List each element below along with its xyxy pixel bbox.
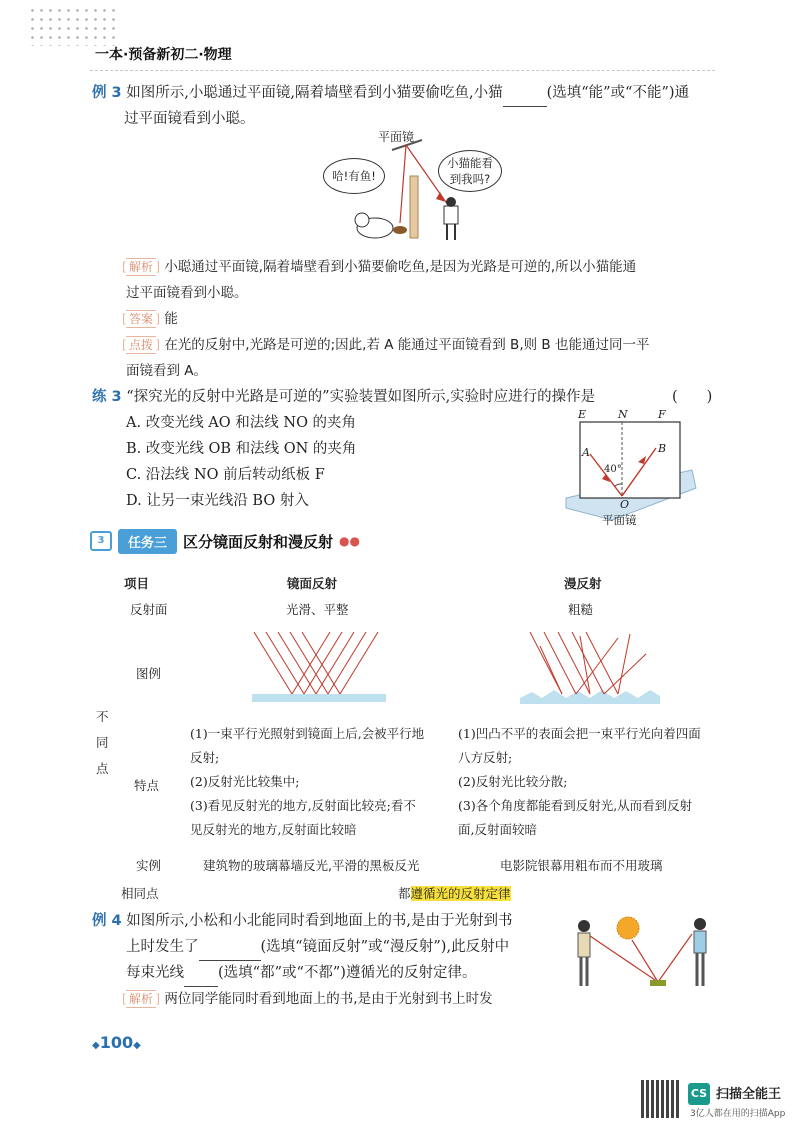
example-4-label: 例 4 — [92, 913, 122, 929]
mirror-surface: 光滑、平整 — [286, 602, 349, 617]
practice-3-figure: E N F A B O 40° 平面镜 — [560, 408, 700, 526]
example-4-line3: 每束光线 (选填“都”或“不都”)遵循光的反射定律。 — [126, 960, 566, 987]
scanner-name: 扫描全能王 — [716, 1087, 782, 1102]
same-point: 都遵循光的反射定律 — [398, 886, 511, 901]
mirror-features: (1)一束平行光照射到镜面上后,会被平行地 反射; (2)反射光比较集中; (3)看见反射光的地方,反射面比较亮;看不 见反射光的地方,反射面比较暗 — [190, 726, 425, 837]
example-3-figure — [320, 128, 520, 248]
example-4-analysis: [ 解析 ] 两位同学能同时看到地面上的书,是由于光射到书上时发 — [126, 986, 566, 1012]
running-header: 一本·预备新初二·物理 — [95, 47, 232, 63]
example-4-figure — [570, 906, 720, 996]
example-3-question: 例 3 如图所示,小聪通过平面镜,隔着墙壁看到小猫要偷吃鱼,小猫 (选填“能”或“不能”)通 — [92, 80, 732, 107]
speech-bubble-right: 小猫能看 到我吗? — [438, 150, 502, 192]
book-icon — [650, 980, 666, 986]
option-c[interactable]: C. 沿法线 NO 前后转动纸板 F — [126, 467, 325, 483]
sun-icon — [617, 917, 639, 939]
table-header-item: 项目 — [124, 576, 150, 591]
analysis-tag: [ 解析 ] — [126, 258, 156, 276]
example-3-label: 例 3 — [92, 85, 122, 101]
fig-mirror-label: 平面镜 — [378, 130, 415, 144]
example-4-blank-1[interactable] — [199, 934, 261, 961]
example-3-analysis: [ 解析 ] 小聪通过平面镜,隔着墙壁看到小猫要偷吃鱼,是因为光路是可逆的,所以小猫能通 — [126, 254, 726, 280]
parallel-rays-svg — [252, 628, 386, 704]
example-4-question: 例 4 如图所示,小松和小北能同时看到地面上的书,是由于光射到书 — [92, 913, 513, 929]
same-point-highlight: 遵循光的反射定律 — [410, 886, 511, 901]
task-icon: 3 — [90, 531, 112, 551]
diffuse-reflection-figure — [520, 628, 660, 704]
row-example-label: 实例 — [136, 858, 162, 873]
example-3-tip: [ 点拨 ] 在光的反射中,光路是可逆的;因此,若 A 能通过平面镜看到 B,则 B 也能通过同一平 — [126, 332, 726, 358]
practice-3-answer-paren[interactable]: ( ) — [672, 389, 713, 405]
wall-shape — [410, 176, 418, 238]
row-surface-label: 反射面 — [130, 602, 168, 617]
tip-tag: [ 点拨 ] — [126, 336, 156, 354]
row-feature-label: 特点 — [134, 778, 160, 793]
task-3-header — [90, 529, 360, 553]
practice-3-label: 练 3 — [92, 389, 122, 405]
table-header-mirror: 镜面反射 — [287, 576, 338, 591]
mirror-example: 建筑物的玻璃幕墙反光,平滑的黑板反光 — [203, 858, 420, 873]
diffuse-example: 电影院银幕用粗布而不用玻璃 — [500, 858, 663, 873]
practice-3-question: 练 3 “探究光的反射中光路是可逆的”实验装置如图所示,实验时应进行的操作是 — [92, 389, 596, 405]
students-book-diagram — [570, 906, 720, 996]
example-3-tip-cont: 面镜看到 A。 — [126, 363, 208, 379]
example-3-answer: [ 答案 ] 能 — [126, 306, 178, 332]
task-title: 区分镜面反射和漫反射 — [183, 532, 334, 551]
reflection-board-diagram — [560, 408, 700, 526]
speech-bubble-left: 哈!有鱼! — [323, 158, 385, 194]
scanner-tagline: 3亿人都在用的扫描App — [690, 1109, 786, 1119]
table-header-diffuse: 漫反射 — [564, 576, 602, 591]
example-3-question-cont: 过平面镜看到小聪。 — [124, 111, 255, 127]
page-number: ◆100◆ — [92, 1033, 141, 1052]
qr-code-icon — [641, 1080, 679, 1118]
option-d[interactable]: D. 让另一束光线沿 BO 射入 — [126, 493, 309, 509]
difficulty-icon: ●● — [339, 534, 360, 548]
example-4-line2: 上时发生了 (选填“镜面反射”或“漫反射”),此反射中 — [126, 934, 566, 961]
diffuse-surface: 粗糙 — [568, 602, 594, 617]
option-b[interactable]: B. 改变光线 OB 和法线 ON 的夹角 — [126, 441, 357, 457]
scattered-rays-svg — [520, 628, 660, 704]
row-figure-label: 图例 — [136, 666, 162, 681]
header-divider — [90, 70, 715, 71]
scanner-logo-icon: CS — [688, 1083, 710, 1105]
example-3-answer-blank[interactable] — [503, 80, 547, 107]
answer-tag: [ 答案 ] — [126, 310, 156, 328]
row-same-label: 相同点 — [121, 886, 159, 901]
task-label: 任务三 — [118, 529, 177, 554]
diffuse-features: (1)凹凸不平的表面会把一束平行光向着四面 八方反射; (2)反射光比较分散; (3)各个角度都能看到反射光,从而看到反射 面,反射面较暗 — [458, 726, 701, 837]
row-difference-label: 不 同 点 — [96, 709, 109, 776]
example-4-blank-2[interactable] — [184, 960, 218, 987]
example-3-analysis-cont: 过平面镜看到小聪。 — [126, 285, 248, 301]
option-a[interactable]: A. 改变光线 AO 和法线 NO 的夹角 — [126, 415, 357, 431]
mirror-reflection-figure — [252, 628, 386, 704]
analysis-tag: [ 解析 ] — [126, 990, 156, 1008]
header-dot-pattern — [28, 6, 118, 46]
